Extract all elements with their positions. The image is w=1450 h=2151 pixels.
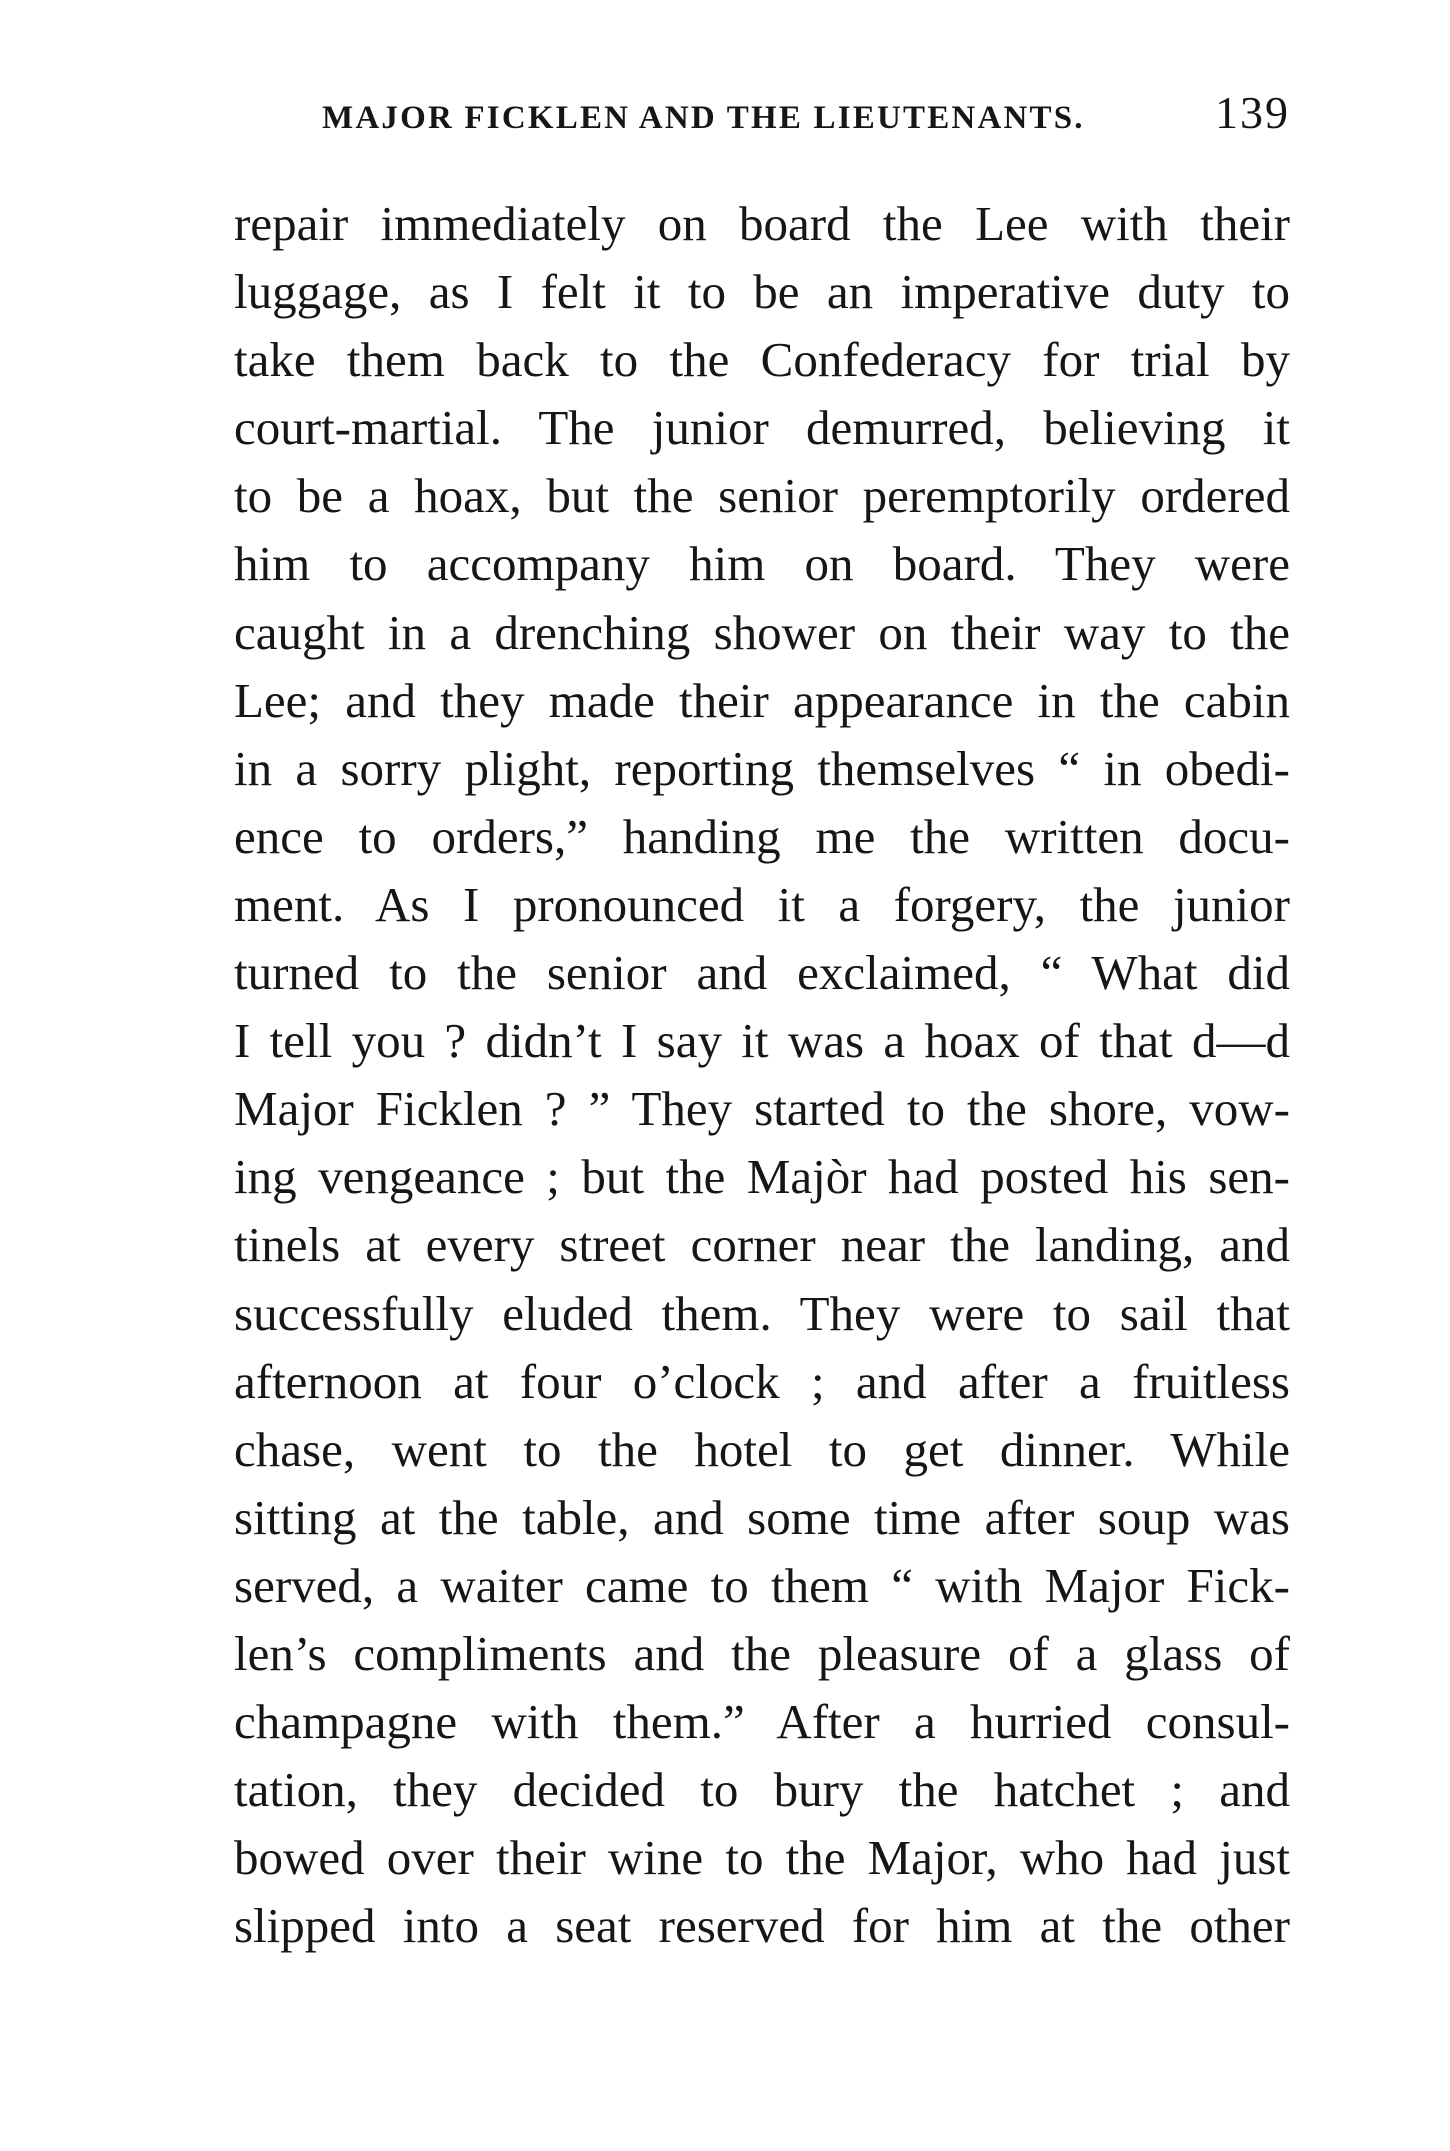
text-line: successfully eluded them. They were to sail that — [234, 1285, 1290, 1341]
text-line: bowed over their wine to the Major, who had just — [234, 1830, 1290, 1886]
text-line: luggage, as I felt it to be an imperative duty to — [234, 264, 1290, 320]
text-line: in a sorry plight, reporting themselves “ in obedi- — [234, 740, 1290, 796]
text-line: len’s compliments and the pleasure of a glass of — [234, 1625, 1290, 1681]
text-line: tinels at every street corner near the landing, and — [234, 1217, 1290, 1273]
text-line: tation, they decided to bury the hatchet ; and — [234, 1762, 1290, 1818]
text-line: sitting at the table, and some time after soup was — [234, 1489, 1290, 1545]
text-line: chase, went to the hotel to get dinner. While — [234, 1421, 1290, 1477]
text-line: caught in a drenching shower on their way to the — [234, 604, 1290, 660]
text-line: turned to the senior and exclaimed, “ What did — [234, 945, 1290, 1001]
text-line: ence to orders,” handing me the written docu- — [234, 808, 1290, 864]
text-line: champagne with them.” After a hurried consul- — [234, 1694, 1290, 1750]
text-line: Lee; and they made their appearance in the cabin — [234, 672, 1290, 728]
text-line: Major Ficklen ? ” They started to the shore, vow- — [234, 1081, 1290, 1137]
page-number: 139 — [1215, 87, 1290, 138]
text-line: ment. As I pronounced it a forgery, the junior — [234, 876, 1290, 932]
text-line: court-martial. The junior demurred, believing it — [234, 400, 1290, 456]
text-line: served, a waiter came to them “ with Major Fick- — [234, 1557, 1290, 1613]
text-line: to be a hoax, but the senior peremptorily ordered — [234, 468, 1290, 524]
text-line: ing vengeance ; but the Majòr had posted his sen- — [234, 1149, 1290, 1205]
body-text — [234, 190, 1290, 1960]
text-line: repair immediately on board the Lee with their — [234, 196, 1290, 251]
text-line: him to accompany him on board. They were — [234, 536, 1290, 592]
text-line: slipped into a seat reserved for him at the other — [234, 1898, 1290, 1954]
text-line: take them back to the Confederacy for trial by — [234, 332, 1290, 388]
text-line: afternoon at four o’clock ; and after a fruitless — [234, 1353, 1290, 1409]
text-line: I tell you ? didn’t I say it was a hoax of that d—d — [234, 1013, 1290, 1069]
running-head — [322, 86, 1290, 142]
running-title: MAJOR FICKLEN AND THE LIEUTENANTS. — [322, 100, 1085, 136]
